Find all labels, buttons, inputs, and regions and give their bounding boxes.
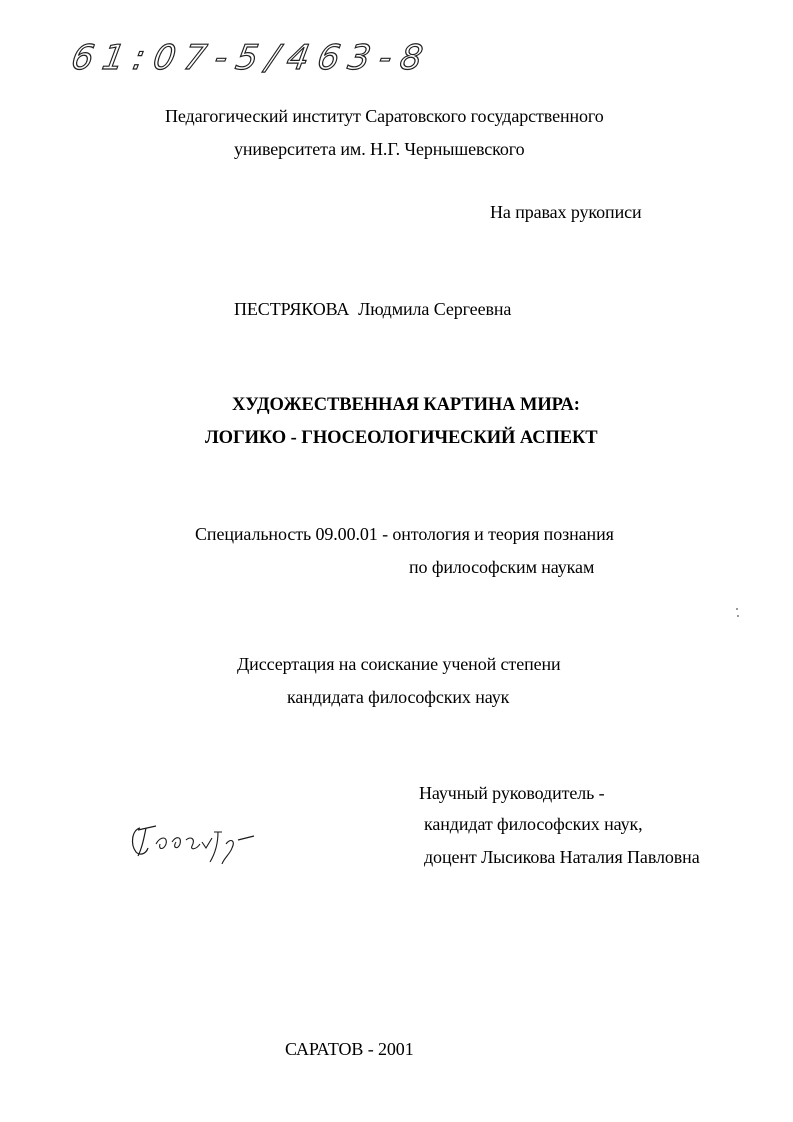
archive-number: 61:07-5/463-8 <box>68 38 435 78</box>
manuscript-rights: На правах рукописи <box>490 202 642 222</box>
author-surname: ПЕСТРЯКОВА <box>234 299 350 319</box>
title-line-1: ХУДОЖЕСТВЕННАЯ КАРТИНА МИРА: <box>232 395 580 415</box>
specialty-line-1: Специальность 09.00.01 - онтология и теория познания <box>195 524 614 544</box>
institution-line-1: Педагогический институт Саратовского государственного <box>165 106 604 126</box>
footer-city-year: САРАТОВ - 2001 <box>285 1039 414 1059</box>
supervisor-line-3: доцент Лысикова Наталия Павловна <box>424 847 700 867</box>
scan-speck <box>737 615 739 617</box>
scan-speck <box>736 608 738 610</box>
supervisor-line-2: кандидат философских наук, <box>424 814 643 834</box>
degree-line-1: Диссертация на соискание ученой степени <box>237 654 561 674</box>
author-name <box>234 298 511 320</box>
specialty-line-2: по философским наукам <box>409 557 595 577</box>
institution-line-2: университета им. Н.Г. Чернышевского <box>234 139 525 159</box>
author-given-names: Людмила Сергеевна <box>358 299 512 319</box>
degree-line-2: кандидата философских наук <box>287 687 510 707</box>
handwritten-signature <box>126 818 261 868</box>
title-line-2: ЛОГИКО - ГНОСЕОЛОГИЧЕСКИЙ АСПЕКТ <box>205 428 598 448</box>
supervisor-line-1: Научный руководитель - <box>419 783 605 803</box>
